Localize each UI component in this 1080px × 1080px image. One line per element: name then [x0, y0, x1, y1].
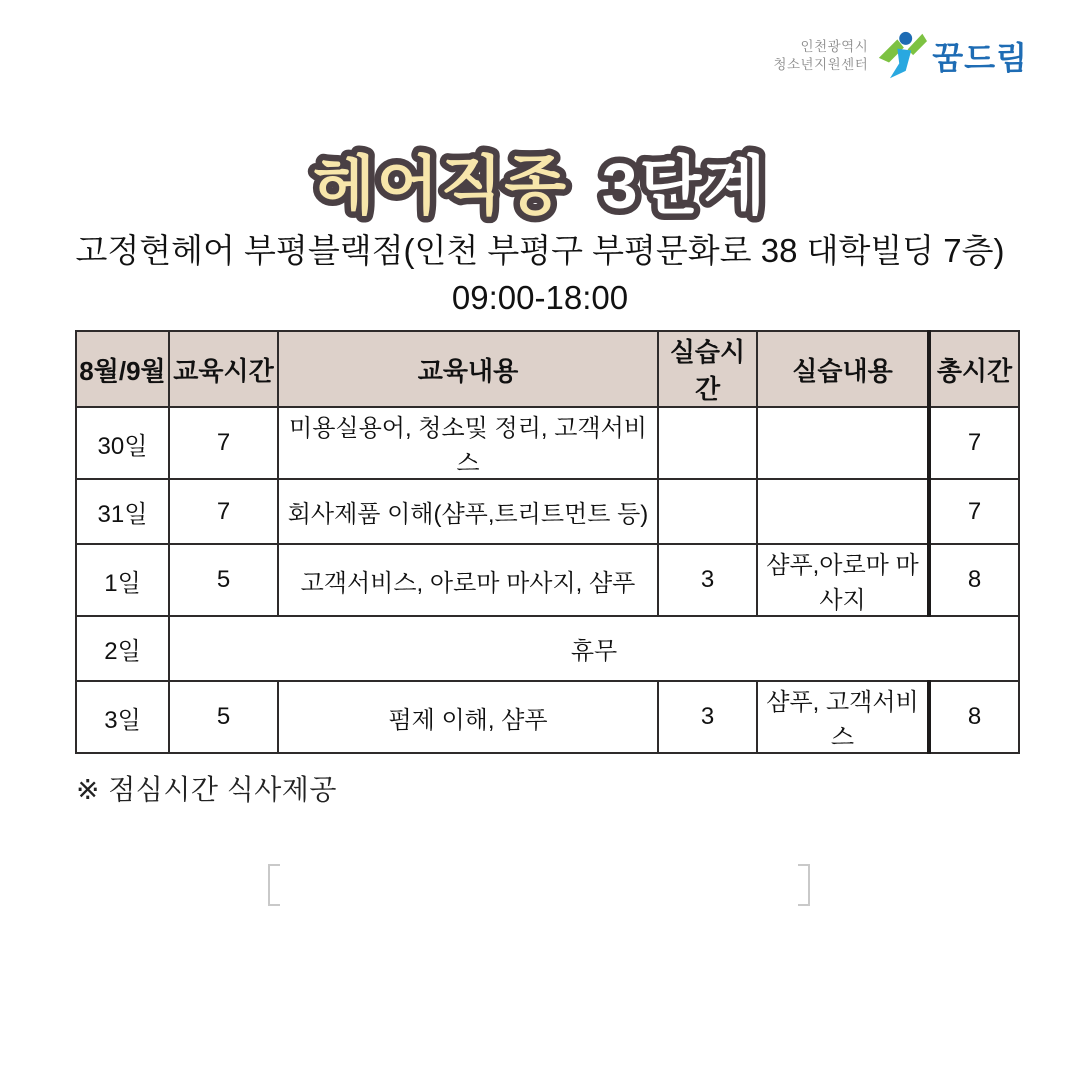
svg-text:헤어직종 3단계	[313, 150, 767, 222]
logo-org-line1: 인천광역시	[800, 38, 869, 54]
cell-prac-content	[757, 479, 929, 544]
title-part1: 헤어직종	[312, 150, 569, 222]
kkumdream-logo	[773, 30, 1028, 82]
cell-day: 31일	[76, 479, 169, 544]
cell-day: 3일	[76, 681, 169, 753]
col-header-prac-content: 실습내용	[757, 331, 929, 407]
cell-day: 30일	[76, 407, 169, 479]
subtitle-location: 고정현헤어 부평블랙점(인천 부평구 부평문화로 38 대학빌딩 7층)	[75, 232, 1005, 269]
col-header-total: 총시간	[929, 331, 1019, 407]
cell-prac-content: 샴푸, 고객서비스	[757, 681, 929, 753]
cell-prac-hours	[658, 407, 757, 479]
cell-prac-hours: 3	[658, 681, 757, 753]
cell-edu-content: 펌제 이해, 샴푸	[278, 681, 658, 753]
cell-edu-hours: 7	[169, 479, 278, 544]
logo-brand-text: 꿈드림	[932, 40, 1028, 76]
subtitle	[0, 228, 1080, 322]
table-header-row	[76, 331, 1019, 407]
cell-holiday-merged: 휴무	[169, 616, 1019, 681]
col-header-edu-content: 교육내용	[278, 331, 658, 407]
cell-day: 1일	[76, 544, 169, 616]
logo-org-line2: 청소년지원센터	[773, 57, 869, 72]
cell-total: 7	[929, 479, 1019, 544]
cell-edu-hours: 5	[169, 544, 278, 616]
cell-day: 2일	[76, 616, 169, 681]
cell-prac-content: 샴푸,아로마 마사지	[757, 544, 929, 616]
left-bracket-decoration	[268, 864, 280, 906]
table-row	[76, 544, 1019, 616]
cell-prac-content	[757, 407, 929, 479]
cell-edu-hours: 7	[169, 407, 278, 479]
lunch-footnote: ※ 점심시간 식사제공	[76, 774, 337, 805]
col-header-date: 8월/9월	[76, 331, 169, 407]
cell-edu-content: 회사제품 이해(샴푸,트리트먼트 등)	[278, 479, 658, 544]
leaping-person-icon	[877, 30, 927, 82]
table-row-holiday	[76, 616, 1019, 681]
title-part2: 3단계	[601, 150, 768, 222]
cell-total: 8	[929, 544, 1019, 616]
table-row	[76, 407, 1019, 479]
schedule-table	[75, 330, 1020, 754]
cell-edu-hours: 5	[169, 681, 278, 753]
col-header-prac-hours: 실습시간	[658, 331, 757, 407]
cell-total: 7	[929, 407, 1019, 479]
cell-prac-hours	[658, 479, 757, 544]
logo-org-text	[773, 38, 868, 74]
subtitle-hours: 09:00-18:00	[451, 278, 629, 316]
cell-edu-content: 고객서비스, 아로마 마사지, 샴푸	[278, 544, 658, 616]
table-row	[76, 479, 1019, 544]
cell-total: 8	[929, 681, 1019, 753]
right-bracket-decoration	[798, 864, 810, 906]
cell-prac-hours: 3	[658, 544, 757, 616]
table-row	[76, 681, 1019, 753]
col-header-edu-hours: 교육시간	[169, 331, 278, 407]
cell-edu-content: 미용실용어, 청소및 정리, 고객서비스	[278, 407, 658, 479]
title-outline-text	[0, 138, 1080, 233]
page-title	[0, 138, 1080, 238]
